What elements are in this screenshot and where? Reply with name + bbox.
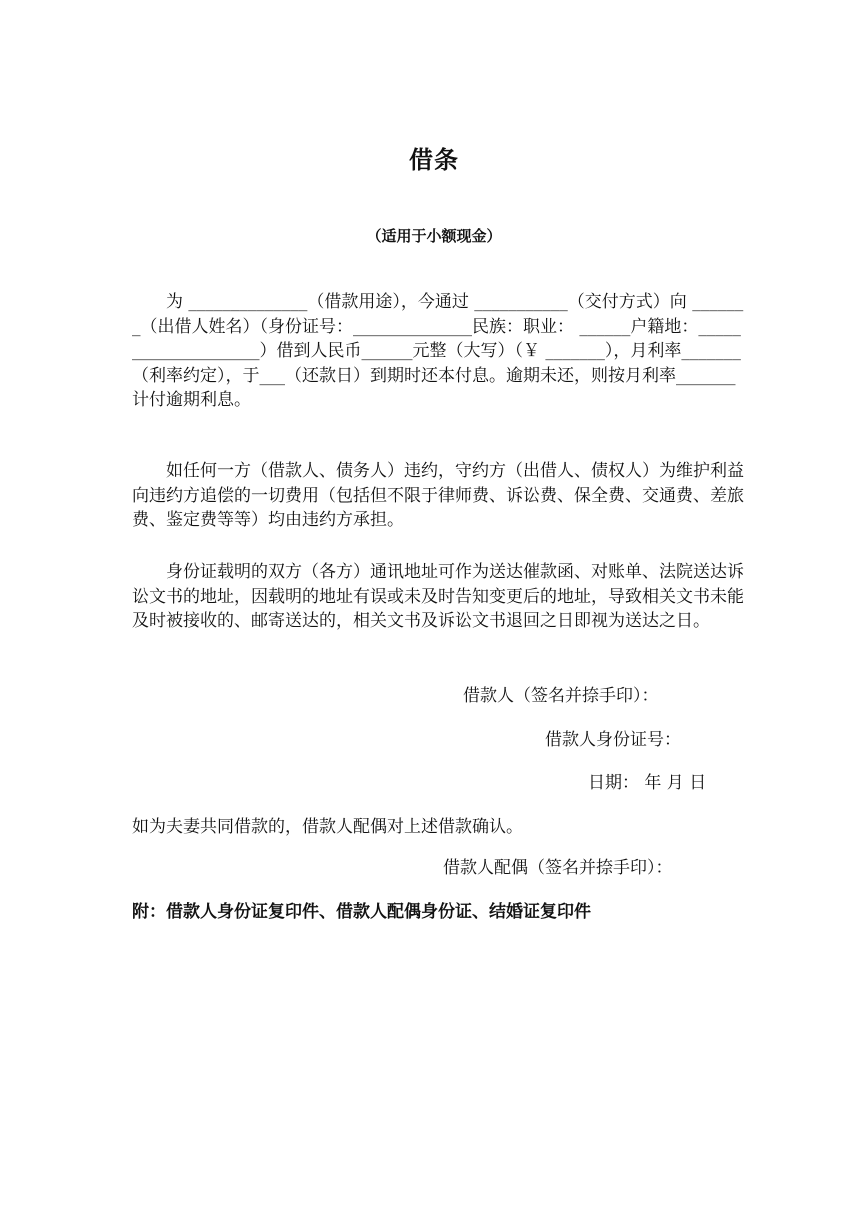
- document-subtitle: （适用于小额现金）: [366, 227, 502, 245]
- loan-terms-paragraph: [132, 290, 744, 413]
- borrower-id-line: 借款人身份证号：: [545, 730, 681, 750]
- loan-terms-text: 为 ______________（借款用途），今通过 ___________（交付方式）向 _______（出借人姓名）（身份证号：______________民族：职业： ______户籍地：____________________）借到人民币______元整（大写）（￥ _______），月利率_______（利率约定），于___（还款日）到期时还本付息。逾期未还，则按月利率_______计付逾期利息。: [132, 292, 744, 410]
- breach-text: 如任何一方（借款人、债务人）违约，守约方（出借人、债权人）为维护利益向违约方追偿的一切费用（包括但不限于律师费、诉讼费、保全费、交通费、差旅费、鉴定费等等）均由违约方承担。: [132, 461, 744, 530]
- service-address-paragraph: [132, 560, 744, 634]
- spouse-confirm-line: 如为夫妻共同借款的，借款人配偶对上述借款确认。: [132, 817, 523, 837]
- spouse-signature-line: 借款人配偶（签名并捺手印）：: [443, 858, 673, 878]
- document-title: 借条: [409, 145, 459, 174]
- borrower-signature-line: 借款人（签名并捺手印）：: [463, 686, 659, 706]
- breach-paragraph: [132, 459, 744, 533]
- date-line: 日期： 年 月 日: [588, 773, 707, 793]
- service-address-text: 身份证载明的双方（各方）通讯地址可作为送达催款函、对账单、法院送达诉讼文书的地址，因载明的地址有误或未及时告知变更后的地址，导致相关文书未能及时被接收的、邮寄送达的，相关文书及诉讼文书退回之日即视为送达之日。: [132, 562, 744, 631]
- attachment-note: 附：借款人身份证复印件、借款人配偶身份证、结婚证复印件: [132, 902, 591, 922]
